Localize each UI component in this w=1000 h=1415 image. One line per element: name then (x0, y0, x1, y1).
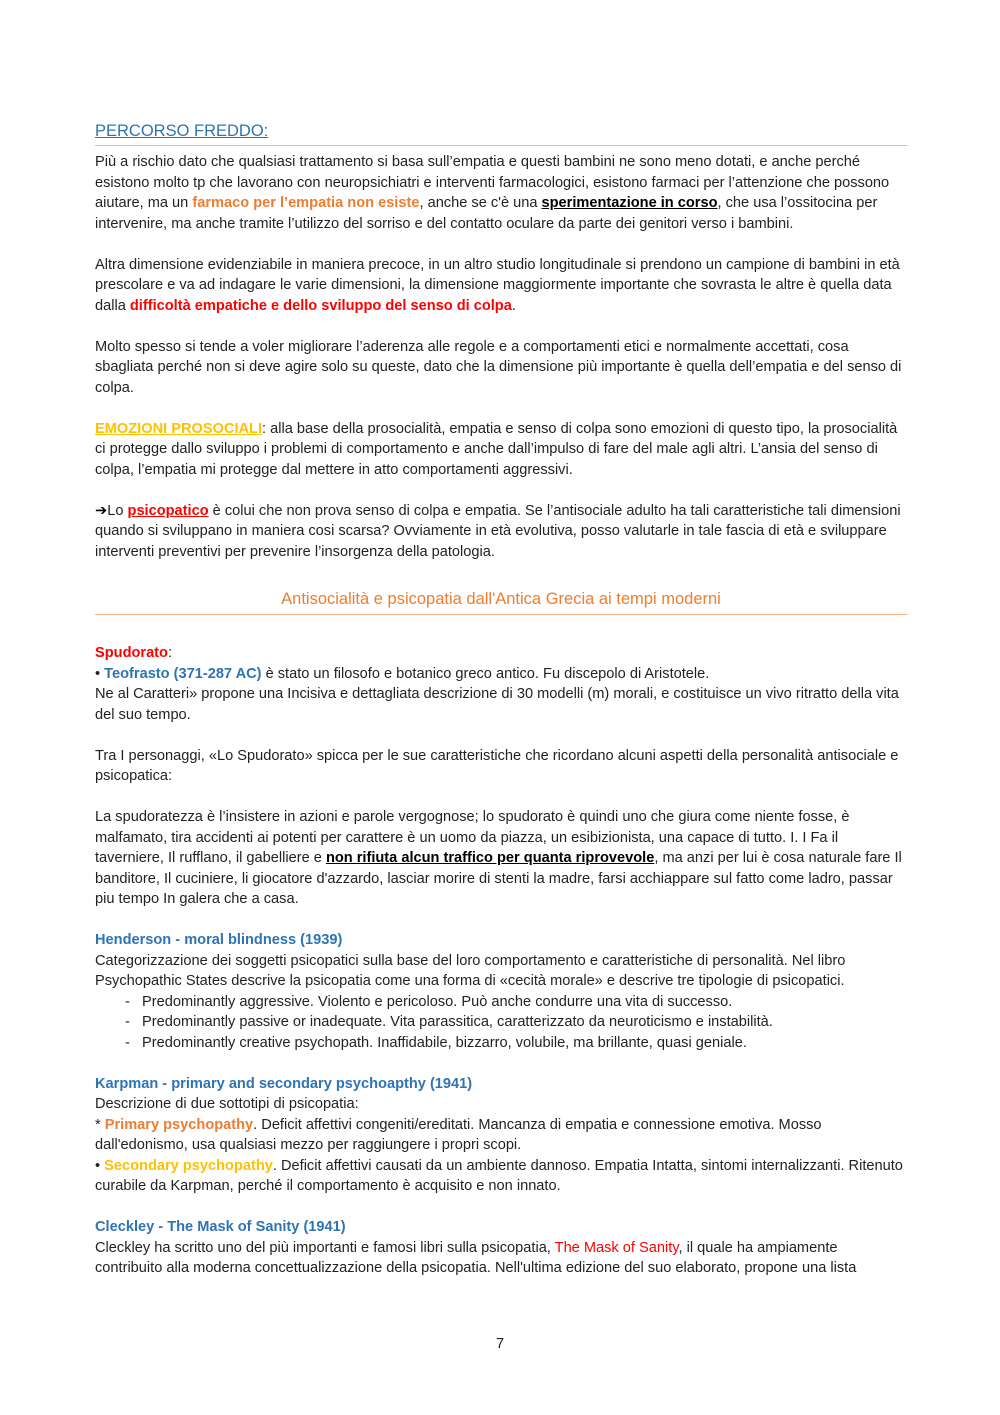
subheading-cleckley: Cleckley - The Mask of Sanity (1941) (95, 1219, 346, 1235)
paragraph-karpman-intro: Descrizione di due sottotipi di psicopatia: (95, 1096, 359, 1112)
list-item: - Predominantly aggressive. Violento e pericoloso. Può anche condurre una vita di successo. (142, 992, 907, 1013)
subheading-karpman: Karpman - primary and secondary psychoapthy (1941) (95, 1075, 473, 1092)
paragraph-caratteri: Ne al Caratteri» propone una Incisiva e dettagliata descrizione di 30 modelli (m) morali, e costituisce un vivo ritratto della vita del suo tempo. (95, 686, 899, 723)
list-item: - Predominantly creative psychopath. Inaffidabile, bizzarro, volubile, ma brillante, quasi geniale. (142, 1033, 907, 1054)
highlight-farmaco: farmaco per l’empatia non esiste (192, 195, 420, 211)
list-item: - Predominantly passive or inadequate. Vita parassitica, caratterizzato da neuroticismo e instabilità. (142, 1012, 907, 1033)
bullet-icon: • (95, 1157, 105, 1174)
bullet-icon: • (95, 665, 105, 682)
highlight-psicopatico: psicopatico (127, 502, 209, 519)
highlight-emozioni-prosociali: EMOZIONI PROSOCIALI (95, 420, 263, 437)
spudorato-line: Spudorato: (95, 645, 173, 661)
section-heading-antisocialita: Antisocialità e psicopatia dall'Antica Grecia ai tempi moderni (95, 586, 907, 615)
henderson-list (95, 992, 907, 1054)
paragraph-primary-psychopathy: * Primary psychopathy. Deficit affettivi congeniti/ereditati. Mancanza di empatia e connessione emotiva. Mosso dall'edonismo, usa qualsiasi mezzo per raggiungere i propri scopi. (95, 1116, 822, 1153)
paragraph-personaggi: Tra I personaggi, «Lo Spudorato» spicca per le sue caratteristiche che ricordano alcuni aspetti della personalità antisociale e psicopatica: (95, 747, 899, 784)
name-teofrasto: Teofrasto (371-287 AC) (104, 665, 262, 682)
paragraph-trattamento: Più a rischio dato che qualsiasi trattamento si basa sull’empatia e questi bambini ne sono meno dotati, e anche perché esistono molto tp che lavorano con neuropsichiatri e interventi farmacologici, esistono farmaci per l’attenzione che possono aiutare, ma un farmaco per l’empatia non esiste, anche se c'è una sperimentazione in corso, che usa l’ossitocina per intervenire, ma anche tramite l’utilizzo del sorriso e del contatto oculare da parte dei genitori verso i bambini. (95, 154, 890, 232)
teofrasto-line: • Teofrasto (371-287 AC) è stato un filosofo e botanico greco antico. Fu discepolo di Aristotele. (95, 665, 710, 682)
subheading-henderson: Henderson - moral blindness (1939) (95, 932, 343, 948)
label-secondary-psychopathy: Secondary psychopathy (104, 1157, 273, 1174)
highlight-difficolta-empatiche: difficoltà empatiche e dello sviluppo del senso di colpa (129, 297, 512, 314)
book-title: The Mask of Sanity (554, 1239, 679, 1256)
label-primary-psychopathy: Primary psychopathy (104, 1116, 254, 1133)
label-spudorato: Spudorato (95, 645, 168, 661)
page-content (95, 118, 907, 1279)
paragraph-aderenza-regole: Molto spesso si tende a voler migliorare l’aderenza alle regole e a comportamenti etici e normalmente accettati, cosa sbagliata perché non si deve agire solo su queste, dato che la dimensione più importante è quella dell’empatia e del senso di colpa. (95, 338, 902, 396)
paragraph-psicopatico: ➔Lo psicopatico è colui che non prova senso di colpa e empatia. Se l’antisociale adulto ha tali caratteristiche tali dimensioni quando si sviluppano in maniera cosi scarsa? Ovviamente in età evolutiva, posso valutarle in tale fascia di età e sviluppare interventi preventivi per prevenire l’insorgenza della patologia. (95, 502, 901, 560)
paragraph-henderson: Categorizzazione dei soggetti psicopatici sulla base del loro comportamento e caratteristiche di personalità. Nel libro Psychopathic States descrive la psicopatia come una forma di «cecità morale» e descrive tre tipologie di psicopatici. (95, 952, 846, 989)
paragraph-secondary-psychopathy: • Secondary psychopathy. Deficit affettivi causati da un ambiente dannoso. Empatia Intatta, sintomi internalizzanti. Ritenuto curabile da Karpman, perché il comportamento è acquisito e non innato. (95, 1157, 903, 1194)
paragraph-emozioni-prosociali: EMOZIONI PROSOCIALI: alla base della prosocialità, empatia e senso di colpa sono emozioni di questo tipo, la prosocialità ci protegge dallo sviluppo i problemi di comportamento e anche dall’impulso di fare del male agli altri. L’ansia del senso di colpa, l’empatia mi protegge dal mettere in atto comportamenti aggressivi. (95, 420, 898, 478)
section-heading-percorso-freddo: PERCORSO FREDDO: (95, 118, 907, 146)
highlight-traffico: non rifiuta alcun traffico per quanta riprovevole (325, 850, 655, 866)
page-number: 7 (495, 1336, 505, 1352)
arrow-icon: ➔ (95, 502, 108, 519)
paragraph-dimensione-precoce: Altra dimensione evidenziabile in maniera precoce, in un altro studio longitudinale si prendono un campione di bambini in età prescolare e va ad indagare le varie dimensioni, la dimensione maggiormente importante che sovrasta le altre è quella data dalla difficoltà empatiche e dello sviluppo del senso di colpa. (95, 256, 900, 314)
paragraph-cleckley: Cleckley ha scritto uno del più importanti e famosi libri sulla psicopatia, The Mask of Sanity, il quale ha ampiamente contribuito alla moderna concettualizzazione della psicopatia. Nell'ultima edizione del suo elaborato, propone una lista (95, 1239, 857, 1276)
highlight-sperimentazione: sperimentazione in corso (541, 195, 718, 211)
paragraph-spudoratezza: La spudoratezza è l’insistere in azioni e parole vergognose; lo spudorato è quindi uno che giura come niente fosse, è malfamato, tira accidenti ai potenti per carattere è un uomo da piazza, un esibizionista, una capace di tutto. I. I Fa il taverniere, Il rufflano, il gabelliere e non rifiuta alcun traffico per quanta riprovevole, ma anzi per lui è cosa naturale fare Il banditore, Il cuciniere, li giocatore d'azzardo, lasciar morire di stenti la madre, farsi acchiappare sul fatto come ladro, passar piu tempo In galera che a casa. (95, 809, 902, 907)
